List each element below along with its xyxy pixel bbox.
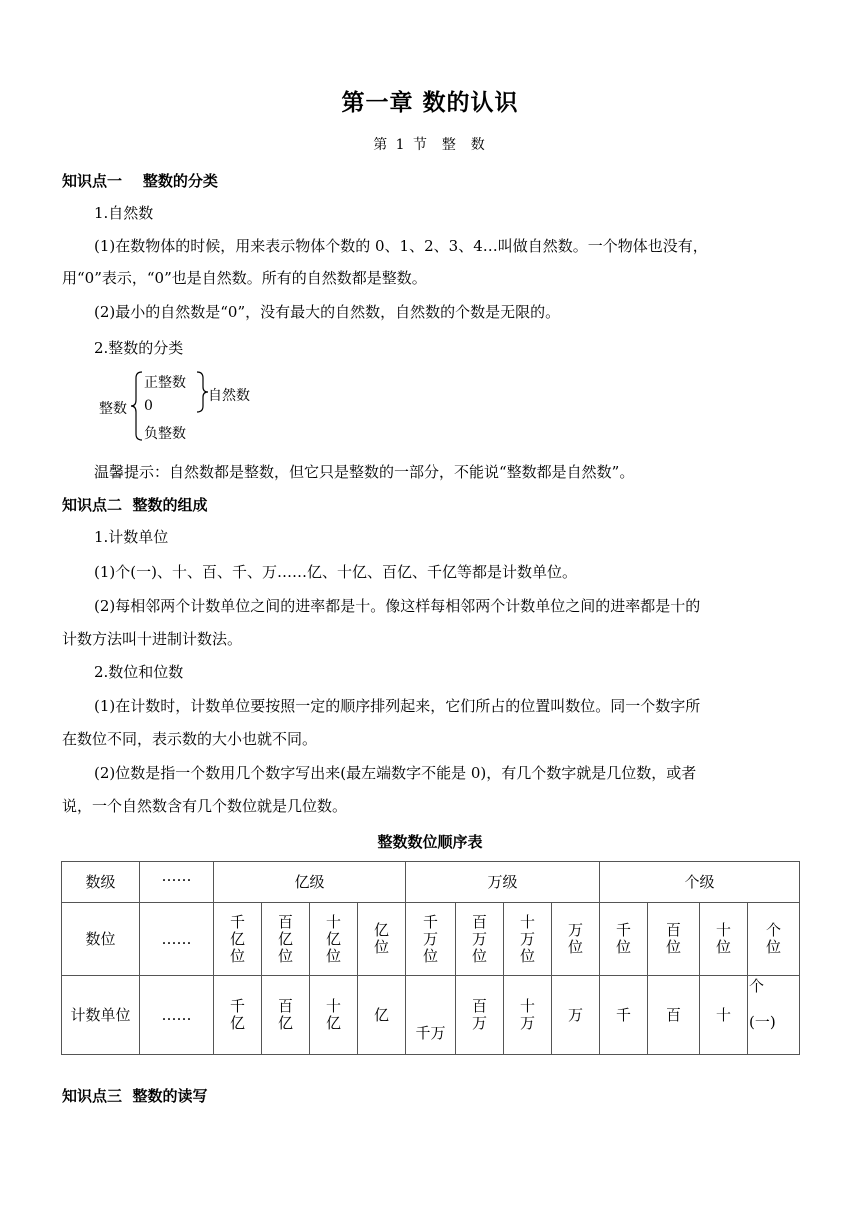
place-cell-text: 百 万 位 bbox=[472, 912, 488, 965]
place-cell bbox=[504, 903, 552, 976]
classification-natural: 自然数 bbox=[208, 388, 250, 404]
left-brace bbox=[131, 372, 142, 440]
unit-cell-text: 十 亿 bbox=[325, 997, 341, 1032]
unit-cell-text: 百 bbox=[666, 1005, 682, 1024]
unit-cell bbox=[552, 976, 600, 1055]
kp1-item1-title: 1.自然数 bbox=[94, 204, 154, 222]
unit-cell-text: 千 bbox=[616, 1005, 632, 1024]
place-value-table bbox=[61, 861, 800, 1055]
unit-cell-text: 百 亿 bbox=[277, 997, 293, 1032]
place-cell-text: 十 位 bbox=[716, 921, 732, 956]
place-cell-text: 百 位 bbox=[666, 921, 682, 956]
table-row-levels bbox=[62, 862, 800, 903]
integer-classification-diagram bbox=[96, 368, 276, 444]
place-cell bbox=[214, 903, 262, 976]
kp2-item2-p1-line1: (1)在计数时，计数单位要按照一定的顺序排列起来，它们所占的位置叫数位。同一个数字所 bbox=[94, 697, 701, 715]
place-cell bbox=[648, 903, 700, 976]
chapter-title: 第一章 数的认识 bbox=[341, 90, 519, 116]
row-label-units: 计数单位 bbox=[62, 976, 140, 1055]
section-title: 第 1 节 整 数 bbox=[373, 137, 487, 153]
unit-cell bbox=[504, 976, 552, 1055]
kp1-item1-p1-line2: 用“0”表示，“0”也是自然数。所有的自然数都是整数。 bbox=[62, 269, 427, 287]
unit-cell bbox=[310, 976, 358, 1055]
kp2-heading: 知识点二 整数的组成 bbox=[62, 496, 208, 514]
classification-negative: 负整数 bbox=[144, 426, 186, 442]
place-cell-text: 十 万 位 bbox=[520, 912, 536, 965]
kp2-item2-title: 2.数位和位数 bbox=[94, 663, 184, 681]
kp2-item1-p2-line2: 计数方法叫十进制计数法。 bbox=[62, 630, 243, 648]
place-cell bbox=[552, 903, 600, 976]
kp3-heading: 知识点三 整数的读写 bbox=[62, 1087, 208, 1105]
row-label-levels: 数级 bbox=[62, 862, 140, 903]
unit-cell-text: 十 万 bbox=[520, 997, 536, 1032]
brace-graphic bbox=[96, 368, 276, 444]
unit-ones-top: 个 bbox=[749, 977, 765, 995]
kp1-heading: 知识点一 整数的分类 bbox=[62, 172, 218, 190]
unit-cell bbox=[358, 976, 406, 1055]
kp2-item1-title: 1.计数单位 bbox=[94, 528, 169, 546]
table-title: 整数数位顺序表 bbox=[377, 833, 483, 851]
classification-root: 整数 bbox=[99, 401, 127, 417]
kp2-item2-p1-line2: 在数位不同，表示数的大小也就不同。 bbox=[62, 730, 318, 748]
place-cell-text: 千 万 位 bbox=[423, 912, 439, 965]
kp1-item1-p2: (2)最小的自然数是“0”，没有最大的自然数，自然数的个数是无限的。 bbox=[94, 303, 561, 321]
place-cell-text: 千 位 bbox=[616, 921, 632, 956]
place-cell bbox=[456, 903, 504, 976]
unit-cell-text: 百 万 bbox=[472, 997, 488, 1032]
place-cell bbox=[310, 903, 358, 976]
level-yi: 亿级 bbox=[214, 862, 406, 903]
unit-cell bbox=[262, 976, 310, 1055]
level-wan: 万级 bbox=[406, 862, 600, 903]
place-cell-text: 万 位 bbox=[568, 921, 584, 956]
place-cell-text: 千 亿 位 bbox=[229, 912, 245, 965]
place-cell bbox=[700, 903, 748, 976]
kp2-item1-p2-line1: (2)每相邻两个计数单位之间的进率都是十。像这样每相邻两个计数单位之间的进率都是十的 bbox=[94, 597, 701, 615]
places-ellipsis: …… bbox=[140, 903, 214, 976]
level-ge: 个级 bbox=[600, 862, 800, 903]
units-ellipsis: …… bbox=[140, 976, 214, 1055]
unit-cell bbox=[648, 976, 700, 1055]
place-cell-text: 十 亿 位 bbox=[325, 912, 341, 965]
unit-cell-text: 千 亿 bbox=[229, 997, 245, 1032]
unit-cell bbox=[406, 976, 456, 1055]
classification-positive: 正整数 bbox=[144, 375, 186, 391]
table-row-units bbox=[62, 976, 800, 1055]
kp2-item2-p2-line2: 说，一个自然数含有几个数位就是几位数。 bbox=[62, 797, 348, 815]
kp2-item1-p1: (1)个(一)、十、百、千、万……亿、十亿、百亿、千亿等都是计数单位。 bbox=[94, 563, 577, 581]
kp2-item2-p2-line1: (2)位数是指一个数用几个数字写出来(最左端数字不能是 0)，有几个数字就是几位数，或者 bbox=[94, 764, 697, 782]
unit-ones-bottom: (一) bbox=[749, 1013, 776, 1031]
unit-cell-ones bbox=[748, 976, 800, 1055]
place-cell bbox=[600, 903, 648, 976]
unit-cell-text: 亿 bbox=[374, 1005, 390, 1024]
place-cell-text: 百 亿 位 bbox=[277, 912, 293, 965]
kp1-item2-title: 2.整数的分类 bbox=[94, 339, 184, 357]
classification-zero: 0 bbox=[144, 398, 153, 414]
place-cell-text: 个 位 bbox=[766, 921, 782, 956]
unit-cell-text: 万 bbox=[568, 1005, 584, 1024]
row-label-places: 数位 bbox=[62, 903, 140, 976]
place-cell bbox=[748, 903, 800, 976]
unit-cell bbox=[214, 976, 262, 1055]
kp1-tip: 温馨提示：自然数都是整数，但它只是整数的一部分，不能说“整数都是自然数”。 bbox=[94, 463, 635, 481]
table-row-places bbox=[62, 903, 800, 976]
unit-cell bbox=[456, 976, 504, 1055]
right-brace bbox=[197, 372, 208, 412]
place-cell bbox=[262, 903, 310, 976]
kp1-item1-p1-line1: (1)在数物体的时候，用来表示物体个数的 0、1、2、3、4…叫做自然数。一个物体也没有， bbox=[94, 237, 708, 255]
place-cell bbox=[358, 903, 406, 976]
unit-cell-text: 千万 bbox=[415, 1024, 446, 1042]
place-cell bbox=[406, 903, 456, 976]
unit-cell bbox=[700, 976, 748, 1055]
place-cell-text: 亿 位 bbox=[374, 921, 390, 956]
unit-cell bbox=[600, 976, 648, 1055]
unit-cell-text: 十 bbox=[716, 1005, 732, 1024]
levels-ellipsis: …… bbox=[140, 862, 214, 903]
